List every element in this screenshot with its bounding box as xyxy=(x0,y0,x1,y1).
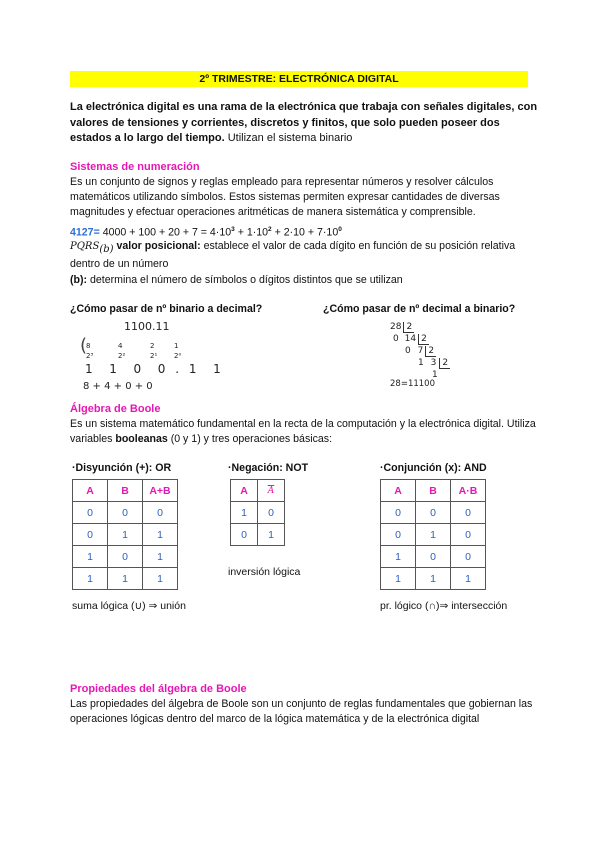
weight-2: 2 xyxy=(150,342,155,350)
question-bin-to-dec: ¿Cómo pasar de nº binario a decimal? xyxy=(70,303,263,315)
cell: 1 xyxy=(381,546,416,568)
valor-posicional xyxy=(70,239,540,272)
example-number: 4127= xyxy=(70,226,100,239)
power-3: 2³ xyxy=(86,352,94,360)
binary-number: 1100.11 xyxy=(124,320,170,333)
cell: 1 xyxy=(416,568,451,590)
example-part2: + 1·10 xyxy=(234,226,269,239)
boole-text-b: (0 y 1) y tres operaciones básicas: xyxy=(167,433,333,445)
table-row xyxy=(381,546,486,568)
table-row xyxy=(73,502,178,524)
boole-heading: Álgebra de Boole xyxy=(70,403,161,415)
cell: 1 xyxy=(451,568,486,590)
pqrs-symbol: PQRS xyxy=(70,241,100,252)
div-row-4 xyxy=(418,358,450,368)
boole-text xyxy=(70,417,540,447)
div-divisor-4: 2 xyxy=(439,358,450,369)
pqrs-subscript: (b) xyxy=(99,244,114,256)
cell: 0 xyxy=(143,502,178,524)
exp-2: 2 xyxy=(268,226,272,233)
b-text: determina el número de símbolos o dígitos distintos que se utilizan xyxy=(87,274,403,286)
not-header-abar: $\overline{A}$ xyxy=(258,480,285,502)
table-row xyxy=(73,524,178,546)
example-line xyxy=(70,222,540,241)
b-label: (b): xyxy=(70,274,88,286)
power-2: 2² xyxy=(118,352,126,360)
propiedades-heading: Propiedades del álgebra de Boole xyxy=(70,683,247,695)
power-1: 2¹ xyxy=(150,352,158,360)
binary-digits: 1 1 0 0 . 1 1 xyxy=(85,362,224,376)
question-dec-to-bin: ¿Cómo pasar de nº decimal a binario? xyxy=(323,303,516,315)
table-row xyxy=(231,502,285,524)
or-header-result: A+B xyxy=(143,480,178,502)
example-expr: 4000 + 100 + 20 + 7 = 4·10 xyxy=(99,226,232,239)
exp-3: 3 xyxy=(231,226,235,233)
div-rem-1b: 1 xyxy=(432,370,438,380)
table-row xyxy=(231,524,285,546)
not-header-row xyxy=(231,480,285,502)
cell: 1 xyxy=(108,524,143,546)
div-result: 28=11100 xyxy=(390,379,435,389)
intro-paragraph xyxy=(70,100,540,147)
table-row xyxy=(381,568,486,590)
div-row-1 xyxy=(390,322,414,332)
or-header-row xyxy=(73,480,178,502)
table-row xyxy=(73,546,178,568)
div-row-3 xyxy=(405,346,436,356)
numeracion-text: Es un conjunto de signos y reglas empleado para representar números y resolver cálculos matemáticos utilizando símbolos. Estos sistemas permiten expresar cantidades de diversas magnitudes y efectuar operaciones aritméticas de manera sistemática y comprensible. xyxy=(70,176,500,218)
cell: 0 xyxy=(108,546,143,568)
div-3: 3 xyxy=(430,358,437,368)
cell: 0 xyxy=(108,502,143,524)
b-definition xyxy=(70,273,540,288)
cell: 0 xyxy=(416,502,451,524)
weight-8: 8 xyxy=(86,342,91,350)
cell: 0 xyxy=(73,502,108,524)
table-row xyxy=(73,568,178,590)
example-part3: + 2·10 + 7·10 xyxy=(271,226,339,239)
cell: 0 xyxy=(416,546,451,568)
cell: 0 xyxy=(381,524,416,546)
or-truth-table xyxy=(72,479,178,590)
div-divisor-3: 2 xyxy=(425,346,436,357)
exp-0: 0 xyxy=(338,226,342,233)
cell: 1 xyxy=(416,524,451,546)
cell: 1 xyxy=(73,546,108,568)
and-header-row xyxy=(381,480,486,502)
cell: 0 xyxy=(231,524,258,546)
bracket-glyph: ( xyxy=(80,335,88,356)
table-row xyxy=(381,524,486,546)
div-7: 7 xyxy=(417,346,424,356)
cell: 1 xyxy=(381,568,416,590)
intro-normal-text: Utilizan el sistema binario xyxy=(224,132,353,144)
div-divisor-2: 2 xyxy=(418,334,429,345)
cell: 1 xyxy=(73,568,108,590)
cell: 0 xyxy=(451,524,486,546)
not-heading: ·Negación: NOT xyxy=(228,462,309,474)
cell: 1 xyxy=(143,568,178,590)
cell: 1 xyxy=(143,524,178,546)
not-truth-table xyxy=(230,479,285,546)
cell: 1 xyxy=(108,568,143,590)
div-rem-0a: 0 xyxy=(393,334,399,344)
cell: 0 xyxy=(381,502,416,524)
div-rem-1a: 1 xyxy=(418,358,424,368)
cell: 1 xyxy=(258,524,285,546)
cell: 1 xyxy=(143,546,178,568)
and-heading: ·Conjunción (x): AND xyxy=(380,462,487,474)
not-header-a: A xyxy=(231,480,258,502)
page-title: 2º TRIMESTRE: ELECTRÓNICA DIGITAL xyxy=(70,71,528,87)
boole-text-a: Es un sistema matemático fundamental en la recta de la computación y la electrónica digital. Utiliza variables xyxy=(70,418,536,445)
power-0: 2⁰ xyxy=(174,352,182,360)
numeracion-heading: Sistemas de numeración xyxy=(70,161,200,173)
cell: 0 xyxy=(451,546,486,568)
propiedades-text: Las propiedades del álgebra de Boole son un conjunto de reglas fundamentales que gobiernan las operaciones lógicas dentro del marco de la lógica matemática y de la electrónica digital xyxy=(70,698,533,725)
intro-bold-text: La electrónica digital es una rama de la electrónica que trabaja con señales digitales, con valores de tensiones y corrientes, discretos y finitos, que solo pueden poseer dos estados a lo largo del tiempo. xyxy=(70,101,538,144)
or-heading: ·Disyunción (+): OR xyxy=(72,462,172,474)
div-row-2 xyxy=(393,334,429,344)
div-rem-0b: 0 xyxy=(405,346,411,356)
cell: 0 xyxy=(73,524,108,546)
div-14: 14 xyxy=(404,334,417,344)
or-header-b: B xyxy=(108,480,143,502)
cell: 0 xyxy=(258,502,285,524)
and-caption: pr. lógico (∩)⇒ intersección xyxy=(380,600,508,612)
and-truth-table xyxy=(380,479,486,590)
or-caption: suma lógica (∪) ⇒ unión xyxy=(72,600,186,612)
sum-expression: 8 + 4 + 0 + 0 xyxy=(83,381,153,392)
or-header-a: A xyxy=(73,480,108,502)
boole-text-bold: booleanas xyxy=(115,433,168,445)
div-divisor: 2 xyxy=(403,322,414,333)
cell: 0 xyxy=(451,502,486,524)
valor-text: establece el valor de cada dígito en función de su posición relativa dentro de un número xyxy=(70,240,516,271)
valor-label: valor posicional: xyxy=(113,240,201,252)
weight-1: 1 xyxy=(174,342,179,350)
div-28: 28 xyxy=(390,322,402,332)
weight-4: 4 xyxy=(118,342,123,350)
cell: 1 xyxy=(231,502,258,524)
and-header-result: A·B xyxy=(451,480,486,502)
not-caption: inversión lógica xyxy=(228,566,301,578)
and-header-a: A xyxy=(381,480,416,502)
table-row xyxy=(381,502,486,524)
and-header-b: B xyxy=(416,480,451,502)
